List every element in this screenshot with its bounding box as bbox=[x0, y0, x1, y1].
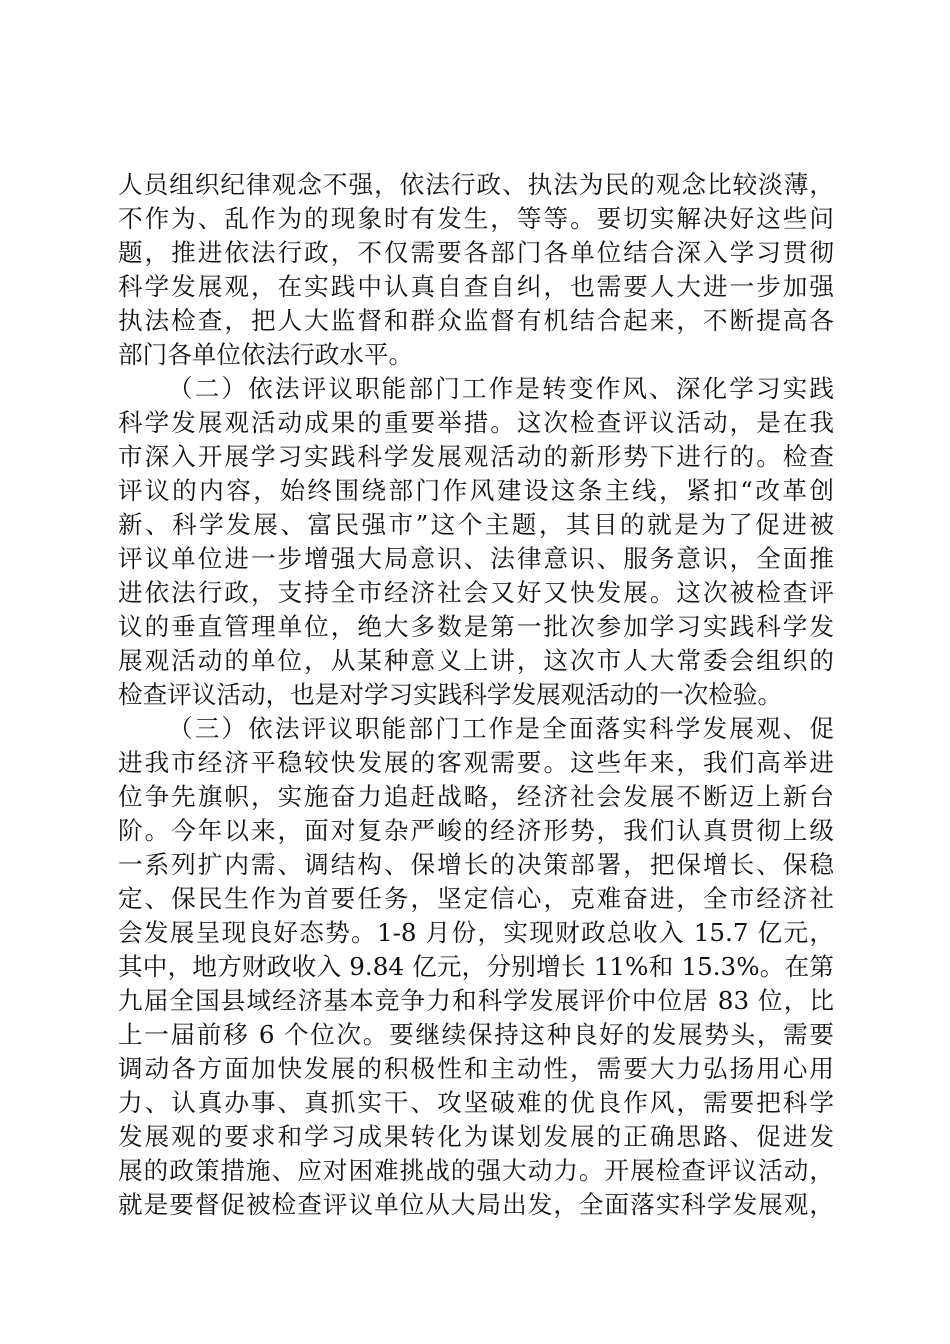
text-line: 科学发展观活动成果的重要举措。这次检查评议活动，是在我 bbox=[118, 408, 834, 437]
text-line: 评议单位进一步增强大局意识、法律意识、服务意识，全面推 bbox=[118, 544, 834, 573]
text-line: 定、保民生作为首要任务，坚定信心，克难奋进，全市经济社 bbox=[118, 884, 834, 913]
text-line: 执法检查，把人大监督和群众监督有机结合起来，不断提高各 bbox=[118, 306, 834, 335]
text-line: 位争先旗帜，实施奋力追赶战略，经济社会发展不断迈上新台 bbox=[118, 782, 834, 811]
text-line: 检查评议活动，也是对学习实践科学发展观活动的一次检验。 bbox=[118, 680, 783, 709]
text-line: 题，推进依法行政，不仅需要各部门各单位结合深入学习贯彻 bbox=[118, 238, 834, 267]
text-line: 调动各方面加快发展的积极性和主动性，需要大力弘扬用心用 bbox=[118, 1054, 834, 1083]
text-line: 展观活动的单位，从某种意义上讲，这次市人大常委会组织的 bbox=[118, 646, 834, 675]
text-line: 不作为、乱作为的现象时有发生，等等。要切实解决好这些问 bbox=[118, 204, 834, 233]
text-line: 新、科学发展、富民强市”这个主题，其目的就是为了促进被 bbox=[118, 510, 834, 539]
text-line: 发展观的要求和学习成果转化为谋划发展的正确思路、促进发 bbox=[118, 1122, 834, 1151]
text-line: 上一届前移 6 个位次。要继续保持这种良好的发展势头，需要 bbox=[118, 1020, 834, 1049]
text-line: 人员组织纪律观念不强，依法行政、执法为民的观念比较淡薄， bbox=[118, 170, 834, 199]
text-line: 科学发展观，在实践中认真自查自纠，也需要人大进一步加强 bbox=[118, 272, 834, 301]
text-line: 议的垂直管理单位，绝大多数是第一批次参加学习实践科学发 bbox=[118, 612, 834, 641]
text-line: 进依法行政，支持全市经济社会又好又快发展。这次被检查评 bbox=[118, 578, 834, 607]
text-line: 阶。今年以来，面对复杂严峻的经济形势，我们认真贯彻上级 bbox=[118, 816, 834, 845]
text-line: 会发展呈现良好态势。1-8 月份，实现财政总收入 15.7 亿元， bbox=[118, 918, 834, 947]
text-line: 其中，地方财政收入 9.84 亿元，分别增长 11%和 15.3%。在第 bbox=[118, 952, 834, 981]
text-line: 一系列扩内需、调结构、保增长的决策部署，把保增长、保稳 bbox=[118, 850, 834, 879]
paragraph-heading-line: （二）依法评议职能部门工作是转变作风、深化学习实践 bbox=[168, 374, 834, 403]
paragraph-heading-line: （三）依法评议职能部门工作是全面落实科学发展观、促 bbox=[168, 714, 834, 743]
text-line: 展的政策措施、应对困难挑战的强大动力。开展检查评议活动， bbox=[118, 1156, 834, 1185]
text-line: 就是要督促被检查评议单位从大局出发，全面落实科学发展观， bbox=[118, 1190, 834, 1219]
text-line: 力、认真办事、真抓实干、攻坚破难的优良作风，需要把科学 bbox=[118, 1088, 834, 1117]
text-line: 市深入开展学习实践科学发展观活动的新形势下进行的。检查 bbox=[118, 442, 834, 471]
text-line: 部门各单位依法行政水平。 bbox=[118, 340, 414, 369]
text-line: 进我市经济平稳较快发展的客观需要。这些年来，我们高举进 bbox=[118, 748, 834, 777]
text-line: 九届全国县域经济基本竞争力和科学发展评价中位居 83 位，比 bbox=[118, 986, 834, 1015]
text-line: 评议的内容，始终围绕部门作风建设这条主线，紧扣“改革创 bbox=[118, 476, 834, 505]
